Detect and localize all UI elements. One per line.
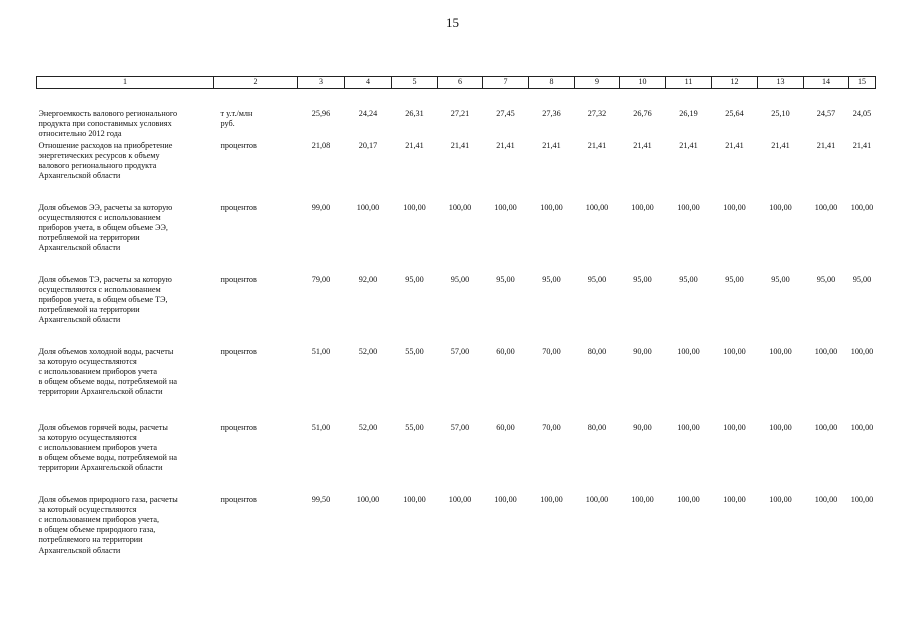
- value-cell: 52,00: [358, 346, 378, 356]
- column-header: 6: [438, 77, 483, 89]
- value-cell: 100,00: [769, 202, 792, 212]
- value-cell: 100,00: [631, 202, 654, 212]
- value-cell: 21,41: [405, 140, 424, 150]
- value-cell: 100,00: [356, 494, 380, 504]
- value-cell: 52,00: [358, 422, 378, 432]
- table-row: [37, 347, 876, 423]
- value-cell: 27,45: [496, 109, 515, 118]
- value-cell: 95,00: [496, 274, 515, 284]
- value-cell: 100,00: [723, 422, 746, 432]
- unit-cell: процентов: [220, 274, 257, 284]
- value-cell: 100,00: [677, 346, 700, 356]
- value-cell: 100,00: [814, 346, 838, 356]
- value-cell: 100,00: [850, 494, 874, 504]
- value-cell: 70,00: [542, 422, 561, 432]
- column-header: 1: [37, 77, 214, 89]
- column-header: 5: [392, 77, 438, 89]
- table-row: [37, 275, 876, 347]
- unit-cell: процентов: [220, 202, 257, 212]
- value-cell: 27,36: [542, 109, 561, 118]
- value-cell: 60,00: [496, 422, 515, 432]
- value-cell: 100,00: [723, 202, 746, 212]
- value-cell: 95,00: [450, 274, 470, 284]
- indicator-name: Доля объемов природного газа, расчеты за который осуществляются с использованием приборов учета, в общем объеме природного газа, потребляемого на территории Архангельской области: [38, 494, 178, 555]
- value-cell: 100,00: [723, 346, 746, 356]
- value-cell: 55,00: [405, 422, 424, 432]
- column-header: 15: [849, 77, 876, 89]
- value-cell: 26,76: [633, 109, 652, 118]
- value-cell: 100,00: [850, 422, 874, 432]
- value-cell: 100,00: [814, 422, 838, 432]
- value-cell: 95,00: [771, 274, 790, 284]
- value-cell: 100,00: [850, 202, 874, 212]
- column-header: 8: [529, 77, 575, 89]
- indicator-name: Энергоемкость валового регионального продукта при сопоставимых условиях относительно 2012 года: [38, 109, 178, 139]
- table-row: [37, 423, 876, 495]
- value-cell: 100,00: [677, 202, 700, 212]
- indicator-name: Доля объемов ЭЭ, расчеты за которую осуществляются с использованием приборов учета, в общем объеме ЭЭ, потребляемой на территории Архангельской области: [38, 202, 173, 253]
- indicator-name: Отношение расходов на приобретение энергетических ресурсов к объему валового регионального продукта Архангельской области: [38, 140, 173, 181]
- value-cell: 21,08: [311, 140, 331, 150]
- indicators-table: [36, 76, 876, 567]
- value-cell: 100,00: [677, 422, 700, 432]
- indicator-name: Доля объемов ТЭ, расчеты за которую осуществляются с использованием приборов учета, в общем объеме ТЭ, потребляемой на территории Архангельской области: [38, 274, 172, 325]
- unit-cell: процентов: [220, 140, 257, 150]
- value-cell: 51,00: [311, 346, 331, 356]
- column-header: 13: [758, 77, 804, 89]
- value-cell: 21,41: [852, 140, 872, 150]
- value-cell: 100,00: [850, 346, 874, 356]
- value-cell: 57,00: [450, 422, 470, 432]
- value-cell: 26,31: [405, 109, 424, 118]
- value-cell: 90,00: [633, 346, 652, 356]
- value-cell: 92,00: [358, 274, 378, 284]
- value-cell: 25,96: [311, 109, 331, 118]
- value-cell: 100,00: [585, 494, 609, 504]
- indicator-name: Доля объемов горячей воды, расчеты за которую осуществляются с использованием приборов учета в общем объеме воды, потребляемой на территории Архангельской области: [38, 422, 177, 473]
- value-cell: 100,00: [585, 202, 609, 212]
- unit-cell: процентов: [220, 494, 257, 504]
- value-cell: 90,00: [633, 422, 652, 432]
- indicator-name: Доля объемов холодной воды, расчеты за которую осуществляются с использованием приборов учета в общем объеме воды, потребляемой на территории Архангельской области: [38, 346, 177, 397]
- value-cell: 100,00: [448, 202, 472, 212]
- column-header: 11: [666, 77, 712, 89]
- table-body: [37, 89, 876, 567]
- column-header: 2: [214, 77, 298, 89]
- column-header: 3: [298, 77, 345, 89]
- value-cell: 95,00: [679, 274, 698, 284]
- value-cell: 24,57: [816, 109, 836, 118]
- value-cell: 21,41: [725, 140, 744, 150]
- column-header: 9: [575, 77, 620, 89]
- value-cell: 21,41: [542, 140, 561, 150]
- value-cell: 55,00: [405, 346, 424, 356]
- value-cell: 99,00: [311, 202, 331, 212]
- value-cell: 100,00: [403, 494, 426, 504]
- value-cell: 95,00: [816, 274, 836, 284]
- value-cell: 95,00: [852, 274, 872, 284]
- value-cell: 24,24: [358, 109, 378, 118]
- table-row: [37, 203, 876, 275]
- value-cell: 100,00: [494, 202, 517, 212]
- unit-cell: процентов: [220, 346, 257, 356]
- value-cell: 79,00: [311, 274, 331, 284]
- value-cell: 100,00: [540, 202, 563, 212]
- unit-cell: процентов: [220, 422, 257, 432]
- value-cell: 100,00: [631, 494, 654, 504]
- value-cell: 57,00: [450, 346, 470, 356]
- column-header: 7: [483, 77, 529, 89]
- value-cell: 60,00: [496, 346, 515, 356]
- value-cell: 95,00: [725, 274, 744, 284]
- table-row: [37, 89, 876, 141]
- value-cell: 25,64: [725, 109, 744, 118]
- value-cell: 95,00: [405, 274, 424, 284]
- value-cell: 100,00: [769, 346, 792, 356]
- column-header: 12: [712, 77, 758, 89]
- value-cell: 21,41: [496, 140, 515, 150]
- table-row: [37, 141, 876, 203]
- value-cell: 95,00: [587, 274, 607, 284]
- value-cell: 100,00: [769, 494, 792, 504]
- value-cell: 27,21: [450, 109, 470, 118]
- value-cell: 100,00: [403, 202, 426, 212]
- value-cell: 100,00: [448, 494, 472, 504]
- value-cell: 21,41: [679, 140, 698, 150]
- column-header: 4: [345, 77, 392, 89]
- value-cell: 21,41: [816, 140, 836, 150]
- column-header: 14: [804, 77, 849, 89]
- column-header: 10: [620, 77, 666, 89]
- value-cell: 100,00: [540, 494, 563, 504]
- table-header-row: [37, 77, 876, 89]
- value-cell: 27,32: [587, 109, 607, 118]
- value-cell: 80,00: [587, 422, 607, 432]
- value-cell: 100,00: [769, 422, 792, 432]
- value-cell: 24,05: [852, 109, 872, 118]
- value-cell: 51,00: [311, 422, 331, 432]
- table-row: [37, 495, 876, 567]
- value-cell: 99,50: [311, 494, 331, 504]
- value-cell: 100,00: [814, 494, 838, 504]
- value-cell: 100,00: [723, 494, 746, 504]
- value-cell: 95,00: [633, 274, 652, 284]
- value-cell: 21,41: [771, 140, 790, 150]
- value-cell: 21,41: [450, 140, 470, 150]
- value-cell: 25,10: [771, 109, 790, 118]
- value-cell: 95,00: [542, 274, 561, 284]
- value-cell: 21,41: [633, 140, 652, 150]
- value-cell: 100,00: [677, 494, 700, 504]
- value-cell: 70,00: [542, 346, 561, 356]
- value-cell: 100,00: [356, 202, 380, 212]
- value-cell: 20,17: [358, 140, 378, 150]
- unit-cell: т у.т./млн руб.: [220, 109, 253, 129]
- value-cell: 80,00: [587, 346, 607, 356]
- value-cell: 26,19: [679, 109, 698, 118]
- value-cell: 21,41: [587, 140, 607, 150]
- value-cell: 100,00: [494, 494, 517, 504]
- value-cell: 100,00: [814, 202, 838, 212]
- page-number: 15: [446, 15, 459, 30]
